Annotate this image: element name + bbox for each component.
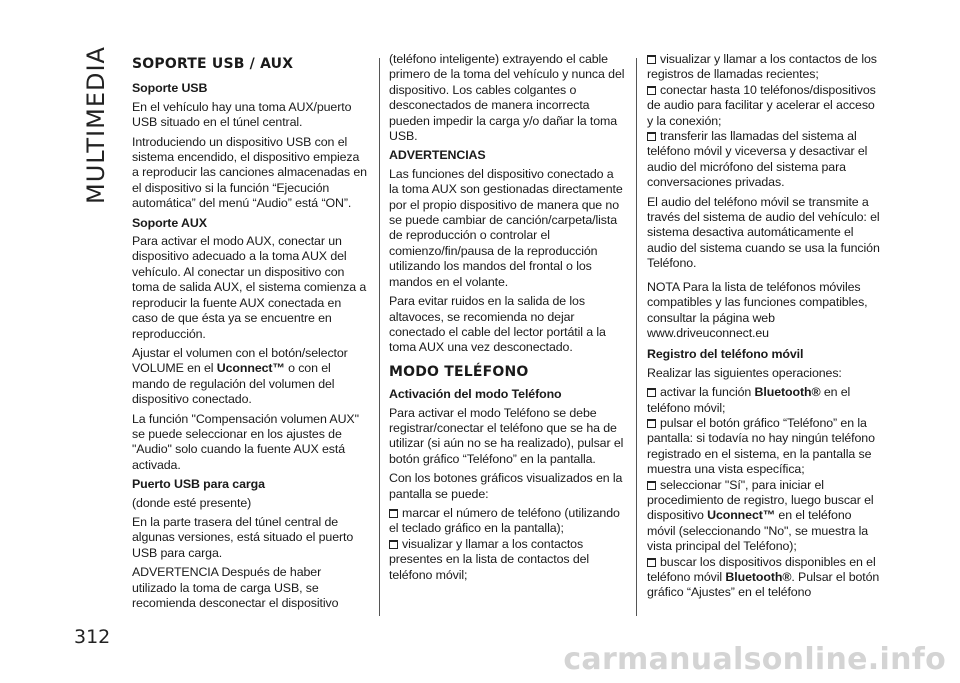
- watermark: carmanualsonline.info: [563, 642, 946, 677]
- bold-term: Uconnect™: [216, 361, 285, 376]
- bold-term: Uconnect™: [707, 508, 776, 523]
- list-item-text: transferir las llamadas del sistema al teléfono móvil y viceversa y desactivar el audio del micrófono del sistema para conversaciones privadas.: [647, 129, 868, 190]
- list-item: [389, 506, 625, 537]
- text-run: en el teléfono móvil (seleccionando "No", se muestra la vista principal del Teléfono);: [647, 508, 869, 554]
- list-item: [647, 83, 883, 129]
- list-item-text: conectar hasta 10 teléfonos/dispositivos de audio para facilitar y acelerar el acceso y la conexión;: [647, 82, 876, 128]
- text-run: seleccionar "Sí", para iniciar el procedimiento de registro, luego buscar el dispositivo: [647, 477, 874, 523]
- column-3: [647, 52, 883, 601]
- bullet-icon: [647, 419, 656, 428]
- list-item: [647, 478, 883, 555]
- list-item: [647, 555, 883, 601]
- bullet-icon: [647, 86, 656, 95]
- list-item-text: visualizar y llamar a los contactos de los registros de llamadas recientes;: [647, 52, 877, 82]
- text-run: o con el mando de regulación del volumen del dispositivo conectado.: [132, 361, 335, 407]
- list-item: [389, 537, 625, 583]
- text-run: . Pulsar el botón gráfico “Ajustes” en el teléfono: [647, 570, 880, 600]
- text-run: buscar los dispositivos disponibles en el teléfono móvil: [647, 554, 876, 584]
- bullet-icon: [647, 55, 656, 64]
- bullet-icon: [647, 132, 656, 141]
- text-run: Ajustar el volumen con el botón/selector VOLUME en el: [132, 345, 348, 376]
- paragraph: Para activar el modo AUX, conectar un dispositivo adecuado a la toma AUX del vehículo. Al conectar un dispositivo con toma de salida AUX, el sistema comienza a reproducir la fuente AUX conectada en caso de que ésta ya se encuentre en reproducción.: [132, 234, 367, 341]
- paragraph: Con los botones gráficos visualizados en la pantalla se puede:: [389, 471, 623, 501]
- paragraph: Para evitar ruidos en la salida de los altavoces, se recomienda no dejar conectado el cable del lector portátil a la toma AUX una vez desconectado.: [389, 294, 606, 355]
- column-divider: [379, 58, 380, 616]
- list-item: [647, 416, 883, 478]
- bullet-icon: [389, 509, 398, 518]
- subheading: Puerto USB para carga: [132, 477, 265, 492]
- list-item: [647, 52, 883, 83]
- text-run: pulsar el botón gráfico “Teléfono” en la pantalla: si todavía no hay ningún teléfono registrado en el sistema, en la pantalla se muestra una vista específica;: [647, 415, 875, 477]
- section-heading: SOPORTE USB / AUX: [132, 56, 294, 72]
- subheading: Registro del teléfono móvil: [647, 347, 804, 362]
- paragraph: Para activar el modo Teléfono se debe registrar/conectar el teléfono que se ha de utilizar (si aún no se ha realizado), pulsar el botón gráfico “Teléfono” en la pantalla.: [389, 405, 624, 466]
- subheading: ADVERTENCIAS: [389, 148, 486, 163]
- paragraph: En la parte trasera del túnel central de algunas versiones, está situado el puerto USB para carga.: [132, 514, 354, 560]
- column-1: [132, 57, 368, 615]
- paragraph: El audio del teléfono móvil se transmite a través del sistema de audio del vehículo: el sistema desactiva automáticamente el audio del sistema cuando se usa la función Teléfono.: [647, 194, 880, 271]
- subheading: Soporte USB: [132, 81, 208, 96]
- page-number: 312: [74, 626, 111, 648]
- paragraph: En el vehículo hay una toma AUX/puerto USB situado en el túnel central.: [132, 99, 352, 130]
- bullet-icon: [647, 558, 656, 567]
- paragraph: Realizar las siguientes operaciones:: [647, 365, 842, 380]
- paragraph: ADVERTENCIA Después de haber utilizado la toma de carga USB, se recomienda desconectar el dispositivo: [132, 565, 339, 610]
- list-item-text: visualizar y llamar a los contactos presentes en la lista de contactos del teléfono móvil;: [389, 536, 590, 582]
- paragraph: (teléfono inteligente) extrayendo el cable primero de la toma del vehículo y nunca del dispositivo. Los cables colgantes o desconectados de manera incorrecta pueden impedir la carga y/o dañar la toma USB.: [389, 52, 625, 144]
- bold-term: Bluetooth®: [725, 570, 792, 584]
- note-paragraph: NOTA Para la lista de teléfonos móviles compatibles y las funciones compatibles, consultar la página web www.driveuconnect.eu: [647, 279, 868, 340]
- text-run: en el teléfono móvil;: [647, 385, 851, 415]
- paragraph: Las funciones del dispositivo conectado a la toma AUX son gestionadas directamente por el propio dispositivo de manera que no se puede cambiar de canción/carpeta/lista de reproducción o controlar el comienzo/fin/pausa de la reproducción utilizando los mandos del frontal o los mandos en el volante.: [389, 166, 623, 289]
- bullet-icon: [389, 540, 398, 549]
- paragraph: La función "Compensación volumen AUX" se puede seleccionar en los ajustes de "Audio" solo cuando la fuente AUX está activada.: [132, 411, 359, 472]
- list-item-text: marcar el número de teléfono (utilizando el teclado gráfico en la pantalla);: [389, 505, 620, 536]
- subheading: Soporte AUX: [132, 215, 207, 230]
- column-2: [389, 52, 625, 583]
- bullet-icon: [647, 388, 656, 397]
- section-heading: MODO TELÉFONO: [389, 363, 529, 380]
- paragraph: Introduciendo un dispositivo USB con el sistema encendido, el dispositivo empieza a reproducir las canciones almacenadas en el dispositivo si la función “Ejecución automática” del menú “Audio” está “ON”.: [132, 134, 367, 211]
- text-run: activar la función: [660, 385, 755, 400]
- bullet-icon: [647, 481, 656, 490]
- section-side-title: [74, 46, 118, 204]
- bold-term: Bluetooth®: [754, 385, 821, 400]
- list-item: [647, 385, 883, 416]
- paragraph: [132, 346, 368, 408]
- section-side-title-text: MULTIMEDIA: [82, 46, 110, 204]
- subheading: Activación del modo Teléfono: [389, 387, 562, 402]
- list-item: [647, 129, 883, 191]
- column-divider: [636, 58, 637, 616]
- paragraph: (donde esté presente): [132, 495, 252, 510]
